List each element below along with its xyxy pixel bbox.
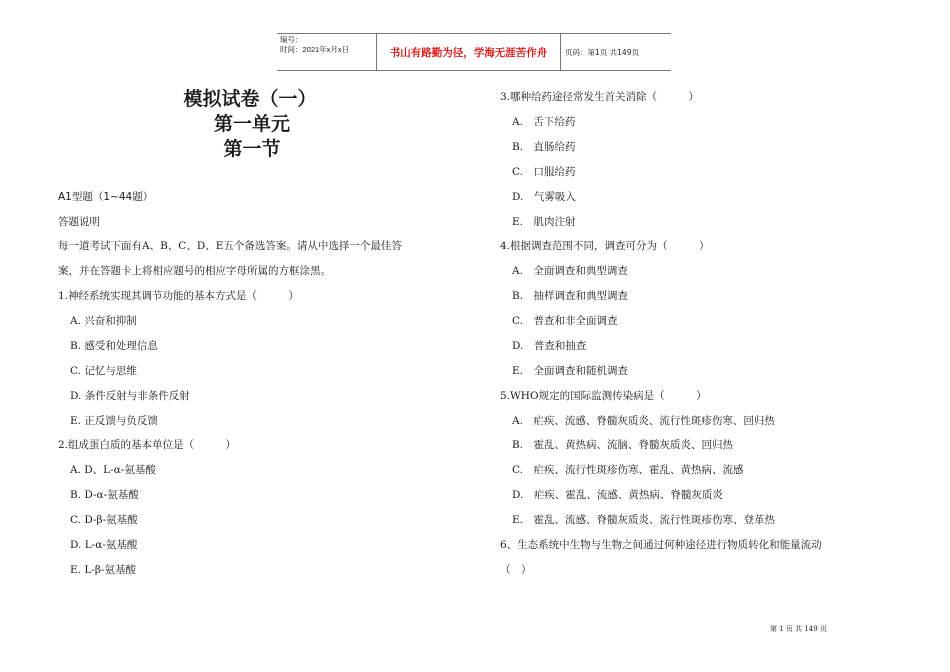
q5-option-b: B. 霍乱、黄热病、流脑、脊髓灰质炎、回归热 (512, 439, 734, 451)
header-motto: 书山有路勤为径，学海无涯苦作舟 (377, 34, 561, 70)
instructions-line-2: 案，并在答题卡上将相应题号的相应字母所属的方框涂黑。 (58, 265, 331, 277)
question-5: 5.WHO规定的国际监测传染病是（ ） (500, 390, 707, 402)
q3-option-b: B. 直肠给药 (512, 141, 576, 153)
q5-option-e: E. 霍乱、流感、脊髓灰质炎、流行性斑疹伤寒、登革热 (512, 514, 776, 526)
q2-option-e: E. L-β-氨基酸 (70, 564, 136, 576)
q1-option-a: A. 兴奋和抑制 (70, 315, 137, 327)
q5-option-a: A. 疟疾、流感、脊髓灰质炎、流行性斑疹伤寒、回归热 (512, 415, 775, 427)
instructions-line-1: 每一道考试下面有A、B、C、D、E五个备选答案。请从中选择一个最佳答 (58, 240, 402, 252)
q4-option-b: B. 抽样调查和典型调查 (512, 290, 629, 302)
header-meta (277, 34, 377, 70)
q4-option-d: D. 普查和抽查 (512, 340, 587, 352)
question-1: 1.神经系统实现其调节功能的基本方式是（ ） (58, 290, 300, 302)
q1-option-b: B. 感受和处理信息 (70, 340, 158, 352)
q1-option-e: E. 正反馈与负反馈 (70, 415, 158, 427)
instructions-title: 答题说明 (58, 216, 100, 228)
q4-option-c: C. 普查和非全面调查 (512, 315, 618, 327)
question-2: 2.组成蛋白质的基本单位是（ ） (58, 439, 237, 451)
page-header (277, 33, 671, 71)
q3-option-e: E. 肌肉注射 (512, 216, 576, 228)
q1-option-c: C. 记忆与思维 (70, 365, 137, 377)
q2-option-b: B. D-α-氨基酸 (70, 489, 139, 501)
q5-option-c: C. 疟疾、流行性斑疹伤寒、霍乱、黄热病、流感 (512, 464, 744, 476)
question-3: 3.哪种给药途径常发生首关消除（ ） (500, 91, 700, 103)
question-4: 4.根据调查范围不同，调查可分为（ ） (500, 240, 710, 252)
section-title: 第一节 (223, 138, 281, 160)
q1-option-d: D. 条件反射与非条件反射 (70, 390, 190, 402)
q4-option-e: E. 全面调查和随机调查 (512, 365, 629, 377)
q2-option-a: A. D、L-α-氨基酸 (70, 464, 156, 476)
page-footer: 第 1 页 共 149 页 (770, 625, 827, 633)
q4-option-a: A. 全面调查和典型调查 (512, 265, 628, 277)
q3-option-d: D. 气雾吸入 (512, 191, 576, 203)
exam-title: 模拟试卷（一） (183, 88, 317, 110)
header-bianhao: 编号： (280, 35, 303, 44)
unit-title: 第一单元 (213, 113, 290, 135)
q5-option-d: D. 疟疾、霍乱、流感、黄热病、脊髓灰质炎 (512, 489, 723, 501)
question-6: 6、生态系统中生物与生物之间通过何种途径进行物质转化和能量流动 (500, 539, 822, 551)
header-time: 时间：2021年x月x日 (280, 45, 350, 54)
q2-option-c: C. D-β-氨基酸 (70, 514, 138, 526)
question-6-blank: （ ） (500, 564, 532, 576)
q3-option-c: C. 口服给药 (512, 166, 576, 178)
header-pagecode: 页码：第1页 共149页 (565, 47, 639, 57)
question-type-heading: A1型题（1~44题） (58, 191, 154, 203)
q2-option-d: D. L-α-氨基酸 (70, 539, 138, 551)
q3-option-a: A. 舌下给药 (512, 116, 576, 128)
